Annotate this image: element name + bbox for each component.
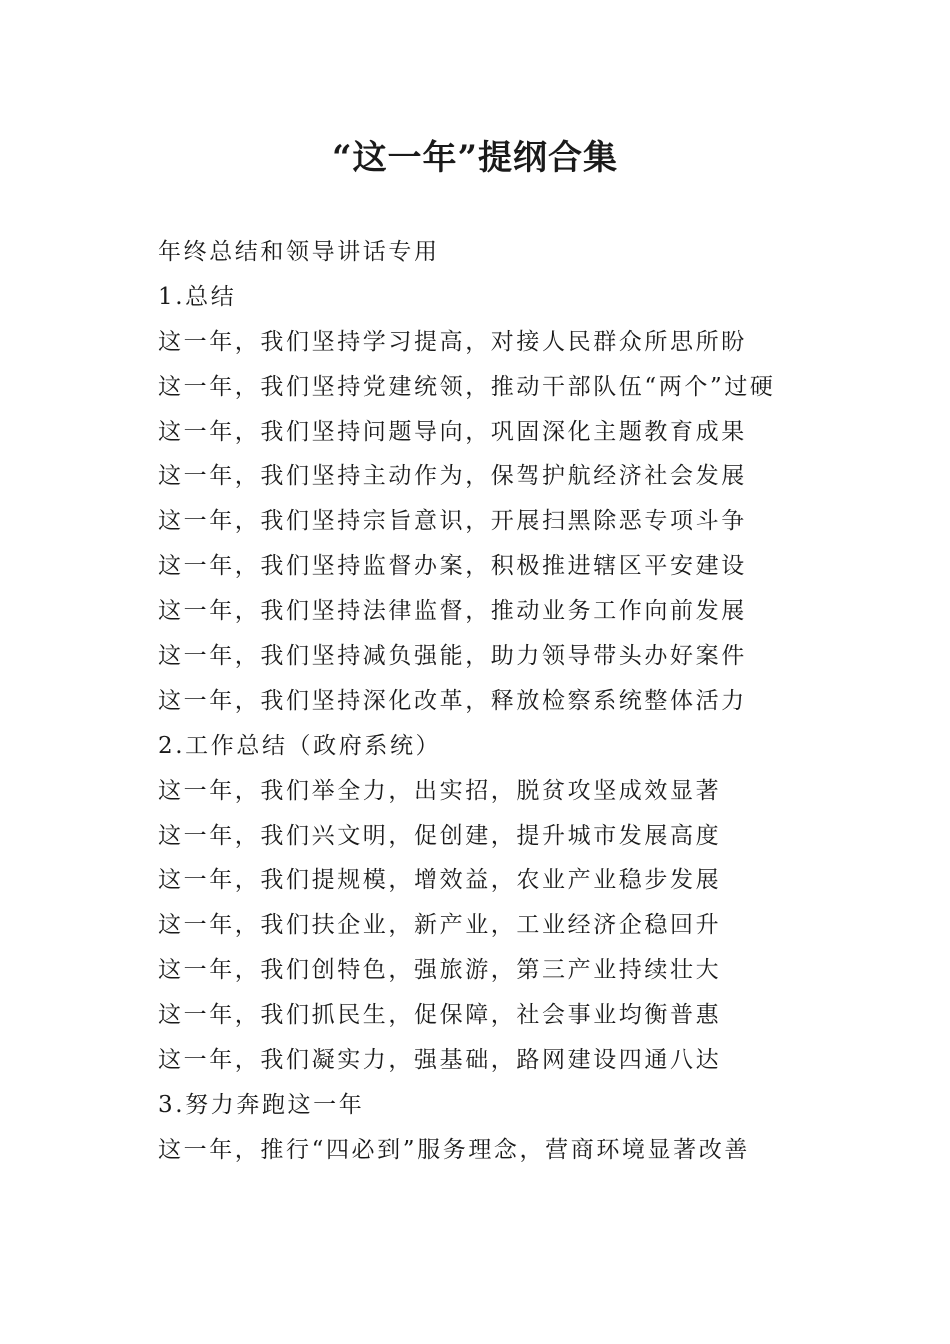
summary-line: 这一年，我们坚持宗旨意识，开展扫黑除恶专项斗争 [158,508,747,535]
summary-line: 这一年，我们创特色，强旅游，第三产业持续壮大 [158,957,722,984]
section-heading: 3.努力奔跑这一年 [158,1091,365,1118]
summary-line: 这一年，我们坚持深化改革，释放检察系统整体活力 [158,687,747,714]
summary-line: 这一年，我们坚持主动作为，保驾护航经济社会发展 [158,463,747,490]
summary-line: 这一年，我们坚持监督办案，积极推进辖区平安建设 [158,553,747,580]
summary-line: 这一年，我们坚持减负强能，助力领导带头办好案件 [158,643,747,670]
section-heading: 1.总结 [158,283,237,310]
section-heading: 2.工作总结（政府系统） [158,732,442,759]
summary-line: 这一年，我们举全力，出实招，脱贫攻坚成效显著 [158,777,722,804]
summary-line: 这一年，我们扶企业，新产业，工业经济企稳回升 [158,912,722,939]
summary-line: 这一年，我们坚持问题导向，巩固深化主题教育成果 [158,418,747,445]
summary-line: 这一年，我们兴文明，促创建，提升城市发展高度 [158,822,722,849]
document-title: “这一年”提纲合集 [331,138,619,178]
document-body [158,230,918,1173]
summary-line: 这一年，我们抓民生，促保障，社会事业均衡普惠 [158,1002,722,1029]
summary-line: 这一年，我们凝实力，强基础，路网建设四通八达 [158,1047,722,1074]
summary-line: 这一年，我们坚持党建统领，推动干部队伍“两个”过硬 [158,373,776,400]
summary-line: 这一年，我们坚持法律监督，推动业务工作向前发展 [158,598,747,625]
summary-line: 这一年，推行“四必到”服务理念，营商环境显著改善 [158,1136,750,1163]
summary-line: 这一年，我们坚持学习提高，对接人民群众所思所盼 [158,328,747,355]
summary-line: 这一年，我们提规模，增效益，农业产业稳步发展 [158,867,722,894]
subtitle: 年终总结和领导讲话专用 [158,239,440,265]
